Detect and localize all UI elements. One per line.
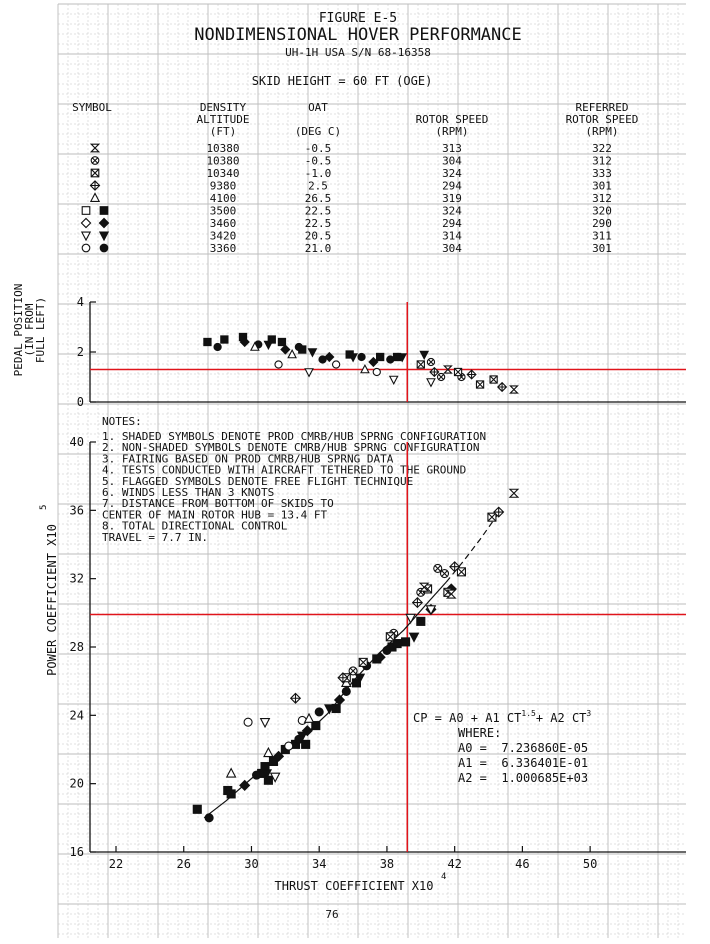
power-xtick-label: 38 (379, 857, 395, 871)
pedal-point (467, 370, 476, 379)
power-point (434, 564, 442, 572)
marker-circle (358, 353, 365, 360)
power-point (410, 633, 419, 641)
pedal-point (438, 373, 445, 380)
table-row (82, 230, 612, 243)
pedal-point (490, 376, 497, 383)
power-point (291, 693, 301, 703)
note-line: 7. DISTANCE FROM BOTTOM OF SKIDS TO (102, 497, 334, 511)
table-cell-oat: -0.5 (304, 154, 332, 168)
marker-circle (373, 368, 380, 375)
table-cell-rpm: 324 (442, 204, 462, 218)
pedal-point (427, 358, 434, 365)
marker-square (264, 776, 272, 784)
marker-square (100, 207, 108, 215)
marker-circle (100, 244, 108, 252)
power-xlabel-exponent: 4 (441, 872, 447, 882)
table-cell-altitude: 10380 (206, 142, 240, 155)
power-point (383, 646, 391, 654)
power-ytick-label: 40 (69, 435, 84, 449)
power-point (402, 638, 410, 646)
col-header-oat-2: (DEG C) (294, 125, 342, 138)
col-header-ref-rpm-1: REFERRED (575, 101, 629, 114)
marker-square (302, 740, 310, 748)
marker-diamond (281, 345, 290, 354)
table-cell-ref-rpm: 320 (592, 204, 612, 218)
power-xtick-label: 30 (244, 857, 259, 871)
marker-hourglass (510, 489, 518, 497)
power-ytick-label: 36 (69, 503, 84, 518)
table-cell-ref-rpm: 311 (592, 229, 612, 243)
marker-triangle-down (410, 633, 419, 641)
power-point (264, 748, 273, 756)
power-xtick-label: 50 (582, 857, 598, 871)
notes-heading: NOTES: (102, 415, 142, 428)
figure-header (194, 11, 522, 88)
pedal-point (420, 351, 428, 359)
power-point (417, 617, 425, 625)
col-header-density-1: DENSITY (199, 101, 247, 114)
notes-block (102, 415, 486, 544)
marker-circle (214, 343, 221, 350)
equation-a1: A1 = 6.336401E-01 (458, 756, 589, 770)
table-cell-ref-rpm: 312 (592, 154, 612, 168)
marker-circle (244, 718, 252, 726)
power-ylabel (39, 505, 59, 676)
power-ytick-label: 28 (69, 640, 84, 654)
marker-square (221, 336, 228, 343)
marker-circle (342, 687, 350, 695)
marker-square (193, 805, 201, 813)
power-point (386, 633, 394, 641)
power-point (510, 489, 518, 497)
col-header-symbol: SYMBOL (72, 101, 112, 114)
col-header-oat-1: OAT (308, 101, 328, 114)
marker-circle (275, 361, 282, 368)
marker-diamond (81, 218, 90, 227)
table-cell-altitude: 3460 (209, 217, 237, 230)
power-xtick-label: 46 (515, 857, 530, 871)
table-symbol-shaded (100, 232, 108, 240)
pedal-point (264, 341, 272, 349)
pedal-point (204, 338, 211, 345)
marker-square (402, 638, 410, 646)
pedal-point (281, 345, 290, 354)
table-symbol (91, 169, 99, 177)
pedal-point (305, 369, 313, 377)
table-cell-altitude: 10380 (206, 154, 240, 168)
figure-label: FIGURE E-5 (318, 11, 398, 26)
marker-triangle-down (264, 341, 272, 349)
pedal-point (476, 381, 483, 388)
power-point (457, 568, 465, 576)
table-symbol-shaded (99, 218, 108, 227)
table-symbol-open (81, 218, 90, 227)
power-point (205, 814, 213, 822)
table-symbol-open (82, 244, 90, 252)
note-line: 3. FAIRING BASED ON PROD CMRB/HUB SPRNG DATA (102, 452, 394, 466)
table-row (90, 180, 611, 193)
table-symbol-open (82, 207, 90, 215)
marker-square (278, 338, 285, 345)
pedal-point (510, 386, 517, 393)
table-cell-altitude: 3500 (209, 204, 237, 218)
fairing-dashed (446, 516, 497, 583)
power-ytick-label: 16 (69, 845, 84, 859)
marker-square (417, 617, 425, 625)
pedal-point (358, 353, 365, 360)
col-header-rpm-1: ROTOR SPEED (415, 113, 489, 126)
pedal-point (214, 343, 221, 350)
marker-circle (205, 814, 213, 822)
table-cell-ref-rpm: 312 (592, 192, 612, 205)
pedal-point (275, 361, 282, 368)
power-xtick-label: 22 (108, 857, 124, 871)
figure-title: NONDIMENSIONAL HOVER PERFORMANCE (194, 25, 522, 45)
col-header-density-2: ALTITUDE (196, 113, 250, 126)
power-point (193, 805, 201, 813)
marker-circle (285, 742, 293, 750)
equation-a0: A0 = 7.236860E-05 (458, 741, 589, 755)
equation-a2: A2 = 1.000685E+03 (458, 771, 589, 785)
table-cell-altitude: 9380 (209, 179, 237, 193)
marker-diamond-plus-cross (413, 598, 423, 608)
marker-triangle-down (420, 351, 428, 359)
power-point (315, 708, 323, 716)
table-symbol-shaded (100, 244, 108, 252)
fairing-equation (413, 709, 591, 785)
marker-square (204, 338, 211, 345)
marker-circle (82, 244, 90, 252)
power-xtick-label: 34 (311, 857, 327, 871)
power-xtick-label: 26 (176, 857, 191, 871)
table-cell-oat: 22.5 (304, 217, 332, 230)
table-cell-oat: 2.5 (308, 179, 328, 193)
marker-circle (333, 361, 340, 368)
power-point (244, 718, 252, 726)
power-ytick-label: 32 (69, 571, 84, 586)
marker-triangle-down (308, 349, 316, 357)
power-point (359, 658, 367, 666)
power-point (253, 771, 261, 779)
table-cell-rpm: 304 (442, 242, 462, 255)
col-header-density-3: (FT) (209, 125, 237, 138)
table-cell-oat: 21.0 (304, 242, 332, 255)
pedal-ytick-label: 2 (76, 345, 84, 359)
power-point (441, 570, 449, 578)
power-ytick-label: 20 (69, 776, 84, 791)
table-cell-oat: -0.5 (304, 142, 332, 155)
marker-circle (253, 771, 261, 779)
table-cell-oat: -1.0 (304, 167, 332, 180)
pedal-point (387, 356, 394, 363)
pedal-ylabel-line2: (IN FROM (23, 303, 36, 357)
table-cell-ref-rpm: 301 (592, 242, 612, 255)
table-cell-ref-rpm: 333 (592, 167, 612, 180)
pedal-point (377, 353, 384, 360)
table-cell-altitude: 3360 (209, 242, 237, 255)
table-cell-altitude: 10340 (206, 167, 240, 180)
marker-triangle-down (305, 369, 313, 377)
pedal-point (417, 361, 424, 368)
marker-hourglass (510, 386, 517, 393)
note-line: CENTER OF MAIN ROTOR HUB = 13.4 FT (102, 508, 328, 522)
marker-triangle-down (100, 232, 108, 240)
note-line: 4. TESTS CONDUCTED WITH AIRCRAFT TETHERED TO THE GROUND (102, 463, 467, 477)
table-cell-altitude: 3420 (209, 229, 237, 243)
power-ylabel-text: POWER COEFFICIENT X10 (45, 524, 59, 676)
power-ytick-label: 24 (69, 708, 84, 723)
table-cell-ref-rpm: 301 (592, 179, 612, 193)
note-line: 2. NON-SHADED SYMBOLS DENOTE CMRB/HUB SPRNG CONFIGURATION (102, 441, 480, 455)
table-symbol (91, 157, 99, 165)
power-point (342, 687, 350, 695)
power-point (227, 790, 235, 798)
pedal-point (278, 338, 285, 345)
power-point (264, 776, 272, 784)
pedal-ylabel-line1: PEDAL POSITION (12, 283, 25, 377)
note-line: TRAVEL = 7.7 IN. (102, 530, 208, 544)
marker-circle (383, 646, 391, 654)
power-point (285, 742, 293, 750)
marker-circle (315, 708, 323, 716)
power-point (413, 598, 423, 608)
pedal-point (390, 376, 398, 384)
marker-circle (387, 356, 394, 363)
marker-square (377, 353, 384, 360)
pedal-ytick-label: 0 (76, 395, 84, 409)
note-line: 1. SHADED SYMBOLS DENOTE PROD CMRB/HUB SPRNG CONFIGURATION (102, 430, 487, 443)
marker-square (82, 207, 90, 215)
table-symbol-open (82, 232, 90, 240)
table-cell-rpm: 314 (442, 229, 462, 243)
table-cell-rpm: 294 (442, 179, 462, 193)
table-cell-rpm: 313 (442, 142, 462, 155)
table-row (82, 205, 612, 218)
marker-circle (295, 343, 302, 350)
power-point (488, 513, 496, 521)
pedal-point (308, 349, 316, 357)
skid-height-label: SKID HEIGHT = 60 FT (OGE) (251, 74, 433, 88)
table-row (81, 217, 611, 230)
marker-diamond-plus-cross (291, 693, 301, 703)
col-header-ref-rpm-2: ROTOR SPEED (565, 113, 639, 126)
marker-triangle-down (82, 232, 90, 240)
table-cell-rpm: 304 (442, 154, 462, 168)
power-xlabel: THRUST COEFFICIENT X10 (274, 879, 434, 893)
table-row (91, 155, 612, 168)
table-cell-oat: 20.5 (304, 229, 332, 243)
power-xtick-label: 42 (447, 857, 462, 871)
note-line: 6. WINDS LESS THAN 3 KNOTS (102, 486, 275, 499)
table-symbol (91, 144, 99, 152)
pedal-ylabel (12, 284, 47, 377)
pedal-position-chart (12, 284, 686, 409)
marker-diamond (99, 218, 108, 227)
marker-diamond-plus-cross (467, 370, 476, 379)
pedal-ytick-label: 4 (76, 295, 84, 309)
equation-where: WHERE: (458, 726, 502, 740)
table-symbol-shaded (100, 207, 108, 215)
marker-triangle (264, 748, 273, 756)
table-cell-oat: 22.5 (304, 204, 332, 218)
pedal-point (333, 361, 340, 368)
pedal-point (454, 368, 461, 375)
marker-square (227, 790, 235, 798)
aircraft-designation: UH-1H USA S/N 68-16358 (285, 46, 431, 59)
col-header-ref-rpm-3: (RPM) (585, 125, 619, 138)
pedal-point (295, 343, 302, 350)
table-cell-rpm: 294 (442, 217, 462, 230)
table-cell-rpm: 324 (442, 167, 462, 180)
marker-hourglass (91, 144, 99, 152)
table-cell-altitude: 4100 (209, 192, 237, 205)
page-number: 76 (325, 908, 339, 921)
col-header-rpm-2: (RPM) (435, 125, 469, 138)
marker-triangle-down (390, 376, 398, 384)
pedal-point (221, 336, 228, 343)
note-line: 5. FLAGGED SYMBOLS DENOTE FREE FLIGHT TECHNIQUE (102, 474, 414, 488)
note-line: 8. TOTAL DIRECTIONAL CONTROL (102, 519, 288, 533)
table-cell-oat: 26.5 (304, 192, 332, 205)
table-cell-rpm: 319 (442, 192, 462, 205)
table-cell-ref-rpm: 290 (592, 217, 612, 230)
equation-main: CP = A0 + A1 $CT^{1.5}+ A2$ $CT^3$ (413, 709, 592, 725)
pedal-point (373, 368, 380, 375)
table-cell-ref-rpm: 322 (592, 142, 612, 155)
pedal-ylabel-line3: FULL LEFT) (34, 296, 47, 364)
table-row (91, 167, 612, 180)
power-ylabel-exponent: 5 (39, 504, 49, 510)
power-point (302, 740, 310, 748)
